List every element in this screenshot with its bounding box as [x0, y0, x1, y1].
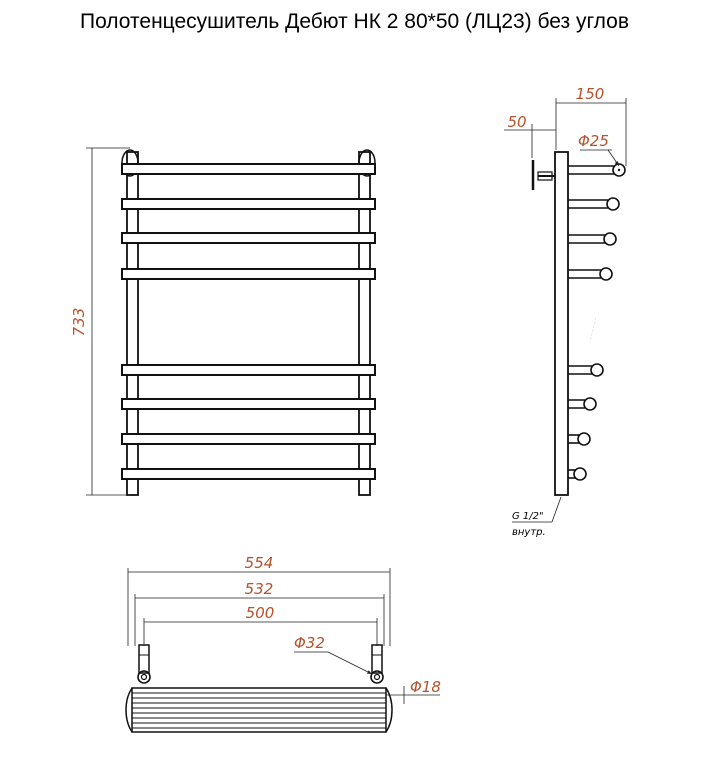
rung — [122, 269, 375, 279]
rung — [122, 164, 375, 174]
width-outer-dimension — [128, 554, 390, 646]
side-offset-dimension — [504, 113, 556, 158]
front-rungs — [122, 164, 375, 479]
rung-bundle — [132, 688, 386, 732]
rung — [122, 399, 375, 409]
rung-diameter-label: Φ18 — [410, 678, 441, 696]
width-outer-label: 554 — [244, 554, 274, 572]
width-mid-label: 532 — [244, 580, 274, 598]
top-rung-lines — [132, 693, 386, 728]
drawing-title: Полотенцесушитель Дебют НК 2 80*50 (ЛЦ23) без углов — [79, 10, 629, 33]
thread-label: G 1/2" — [512, 511, 544, 522]
rung — [122, 434, 375, 444]
side-view — [504, 85, 626, 538]
rung — [122, 365, 375, 375]
width-centers-dimension — [144, 604, 377, 646]
side-post — [555, 152, 568, 495]
front-view — [70, 148, 375, 495]
rung — [122, 233, 375, 243]
width-centers-label: 500 — [245, 604, 275, 622]
post-diameter-callout — [294, 634, 372, 674]
side-rungs — [568, 164, 625, 480]
connection-type-label: внутр. — [512, 527, 546, 538]
rung — [122, 469, 375, 479]
height-label: 733 — [70, 307, 88, 337]
connection-note — [512, 497, 561, 538]
right-fitting — [371, 645, 383, 683]
side-total-label: 150 — [575, 85, 605, 103]
bar-diameter-callout — [578, 132, 619, 166]
rung — [122, 199, 375, 209]
side-offset-label: 50 — [507, 113, 527, 131]
rung-diameter-callout — [386, 678, 441, 704]
post-diameter-label: Φ32 — [294, 634, 325, 652]
left-fitting — [138, 645, 150, 683]
bar-diameter-label: Φ25 — [578, 132, 609, 150]
top-view — [126, 554, 441, 732]
